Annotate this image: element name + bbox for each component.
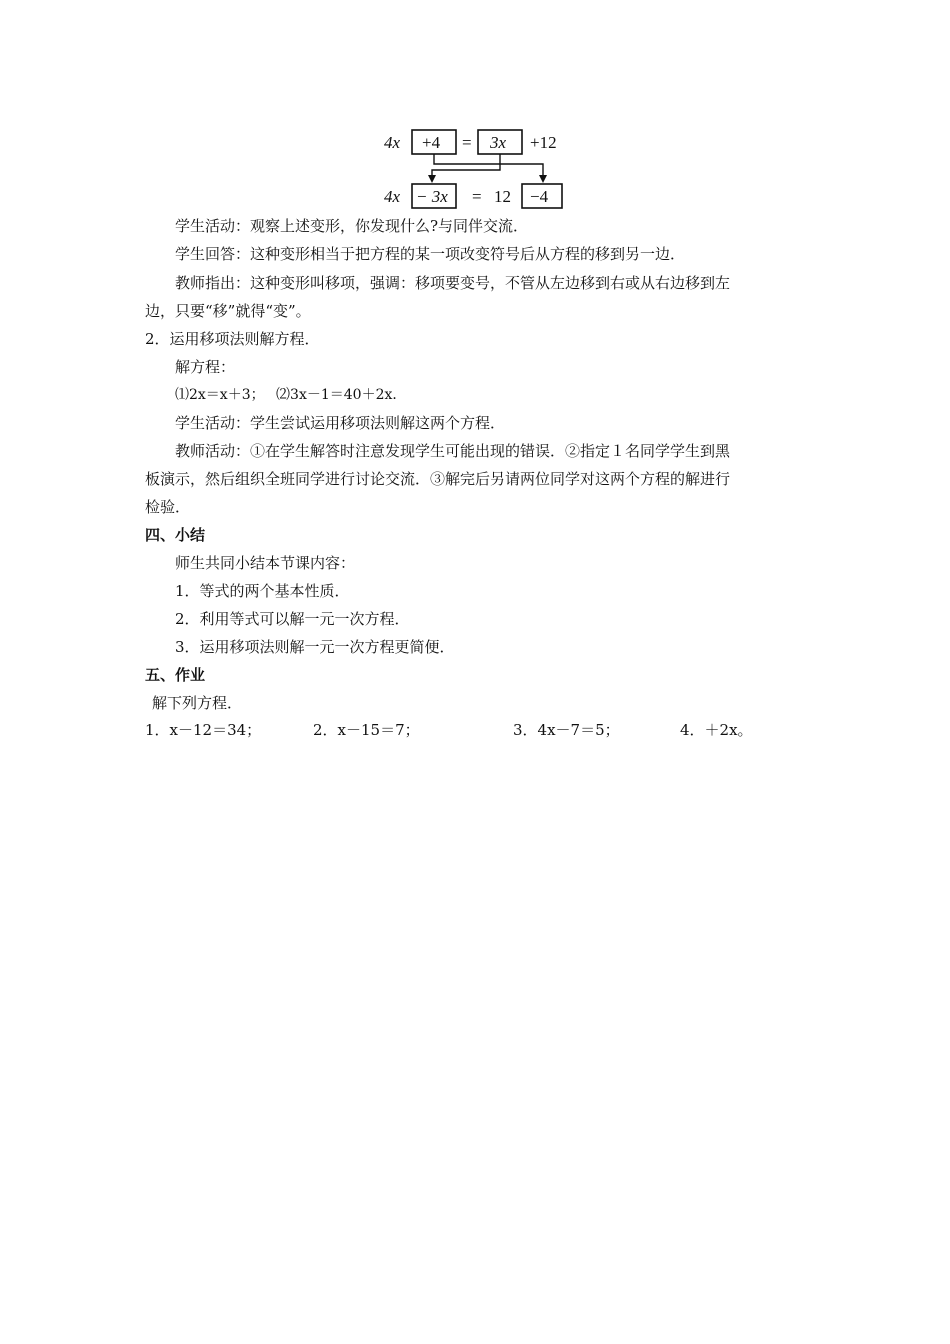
teacher-point-line2: 边，只要“移”就得“变”。 xyxy=(145,302,311,320)
section4-item-1: 1．等式的两个基本性质． xyxy=(175,582,350,600)
transposition-diagram xyxy=(370,122,580,214)
row1-term-4x: 4x xyxy=(384,133,401,152)
student-answer: 学生回答：这种变形相当于把方程的某一项改变符号后从方程的移到另一边． xyxy=(175,245,686,263)
row1-equals: = xyxy=(462,133,472,152)
teacher-point-line1: 教师指出：这种变形叫移项，强调：移项要变号，不管从左边移到右或从右边移到左 xyxy=(175,274,731,292)
row1-box-right-text: 3x xyxy=(490,133,507,152)
section4-item-2: 2．利用等式可以解一元一次方程． xyxy=(175,610,410,628)
arrow-head-left xyxy=(428,175,436,183)
section4-item-3: 3．运用移项法则解一元一次方程更简便． xyxy=(175,638,455,656)
problem-4: 4．＋2x。 xyxy=(680,721,753,739)
item-2: 2．运用移项法则解方程． xyxy=(145,330,320,348)
arrow-plus4-to-right xyxy=(434,154,543,176)
row2-box-right-text: −4 xyxy=(530,187,549,206)
row1-box-left-text: +4 xyxy=(422,133,441,152)
solve-label: 解方程： xyxy=(175,358,236,376)
problem-3: 3．4x－7＝5； xyxy=(513,721,620,739)
section5-intro: 解下列方程． xyxy=(152,694,243,712)
student-activity: 学生活动：观察上述变形，你发现什么?与同伴交流． xyxy=(175,217,529,235)
teacher-activity-line3: 检验． xyxy=(145,498,191,516)
teacher-activity-line1: 教师活动：①在学生解答时注意发现学生可能出现的错误．②指定１名同学学生到黑 xyxy=(175,442,731,460)
transposition-svg xyxy=(370,122,580,214)
row1-term-12: +12 xyxy=(530,133,557,152)
problem-2: 2．x－15＝7； xyxy=(313,721,420,739)
arrow-3x-to-left xyxy=(432,154,500,176)
section4-intro: 师生共同小结本节课内容： xyxy=(175,554,356,572)
row2-term-12: 12 xyxy=(494,187,511,206)
section4-heading: 四、小结 xyxy=(145,526,206,544)
row2-equals: = xyxy=(472,187,482,206)
equations: ⑴2x＝x＋3； ⑵3x－1＝40＋2x． xyxy=(175,387,407,403)
student-try: 学生活动：学生尝试运用移项法则解这两个方程． xyxy=(175,414,506,432)
section5-heading: 五、作业 xyxy=(145,666,206,684)
row2-box-left-text: − 3x xyxy=(416,187,448,206)
problem-1: 1．x－12＝34； xyxy=(145,721,262,739)
arrow-head-right xyxy=(539,175,547,183)
row2-term-4x: 4x xyxy=(384,187,401,206)
teacher-activity-line2: 板演示，然后组织全班同学进行讨论交流．③解完后另请两位同学对这两个方程的解进行 xyxy=(145,470,731,488)
